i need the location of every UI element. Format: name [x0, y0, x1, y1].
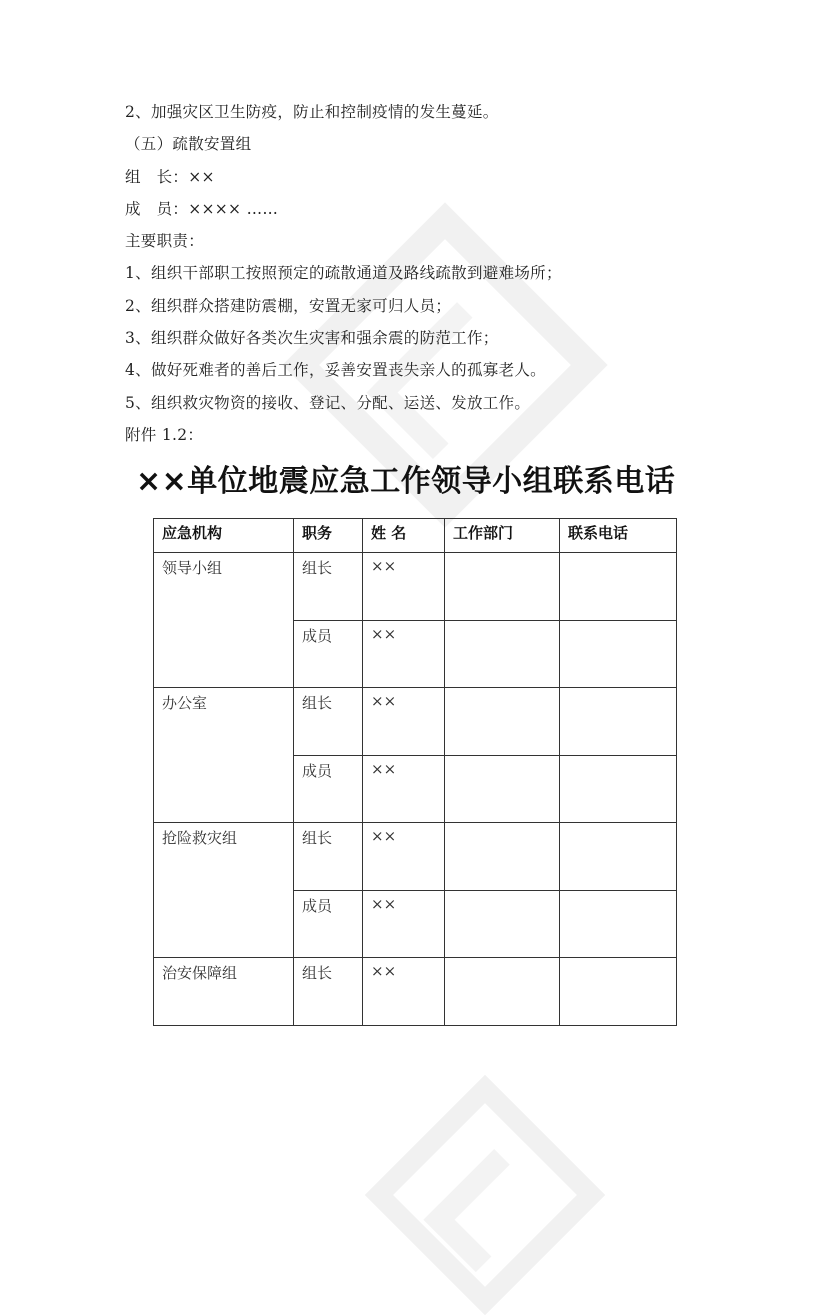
phone-cell[interactable]	[560, 755, 677, 823]
phone-cell[interactable]	[560, 890, 677, 958]
duties-heading: 主要职责：	[125, 232, 205, 251]
header-role: 职务	[294, 519, 363, 553]
phone-cell[interactable]	[560, 620, 677, 688]
section-heading-evacuation-group: （五）疏散安置组	[125, 135, 252, 154]
table-row	[154, 958, 677, 1026]
attachment-label: 附件 1.2：	[125, 425, 204, 444]
duty-item-5: 5、组织救灾物资的接收、登记、分配、运送、发放工作。	[125, 393, 531, 412]
table-header-row	[154, 519, 677, 553]
duty-item-4: 4、做好死难者的善后工作，妥善安置丧失亲人的孤寡老人。	[125, 361, 546, 380]
dept-cell[interactable]	[445, 958, 560, 1026]
header-name: 姓 名	[363, 519, 445, 553]
name-cell: ××	[363, 958, 445, 1026]
duty-item-1: 1、组织干部职工按照预定的疏散通道及路线疏散到避难场所；	[125, 264, 562, 283]
role-cell: 成员	[294, 890, 363, 958]
header-phone: 联系电话	[560, 519, 677, 553]
role-cell: 组长	[294, 823, 363, 891]
role-cell: 组长	[294, 958, 363, 1026]
org-cell: 领导小组	[154, 553, 294, 688]
dept-cell[interactable]	[445, 823, 560, 891]
dept-cell[interactable]	[445, 688, 560, 756]
name-cell: ××	[363, 890, 445, 958]
dept-cell[interactable]	[445, 620, 560, 688]
watermark-logo	[365, 1075, 605, 1315]
role-cell: 组长	[294, 553, 363, 621]
role-cell: 成员	[294, 755, 363, 823]
table-row	[154, 553, 677, 621]
paragraph-epidemic-prevention: 2、加强灾区卫生防疫，防止和控制疫情的发生蔓延。	[125, 103, 499, 121]
phone-cell[interactable]	[560, 688, 677, 756]
dept-cell[interactable]	[445, 890, 560, 958]
group-members-line: 成 员：×××× ……	[125, 199, 279, 218]
org-cell: 治安保障组	[154, 958, 294, 1026]
table-row	[154, 688, 677, 756]
duty-item-2: 2、组织群众搭建防震棚，安置无家可归人员；	[125, 296, 452, 315]
table-title: ××单位地震应急工作领导小组联系电话	[136, 464, 676, 499]
name-cell: ××	[363, 688, 445, 756]
phone-cell[interactable]	[560, 553, 677, 621]
document-body	[125, 96, 562, 451]
dept-cell[interactable]	[445, 553, 560, 621]
contacts-table	[153, 518, 677, 1026]
name-cell: ××	[363, 620, 445, 688]
phone-cell[interactable]	[560, 958, 677, 1026]
header-dept: 工作部门	[445, 519, 560, 553]
role-cell: 成员	[294, 620, 363, 688]
table-row	[154, 823, 677, 891]
org-cell: 抢险救灾组	[154, 823, 294, 958]
name-cell: ××	[363, 553, 445, 621]
header-org: 应急机构	[154, 519, 294, 553]
phone-cell[interactable]	[560, 823, 677, 891]
role-cell: 组长	[294, 688, 363, 756]
org-cell: 办公室	[154, 688, 294, 823]
dept-cell[interactable]	[445, 755, 560, 823]
name-cell: ××	[363, 823, 445, 891]
group-leader-line: 组 长：××	[125, 167, 215, 186]
duty-item-3: 3、组织群众做好各类次生灾害和强余震的防范工作；	[125, 329, 499, 348]
name-cell: ××	[363, 755, 445, 823]
